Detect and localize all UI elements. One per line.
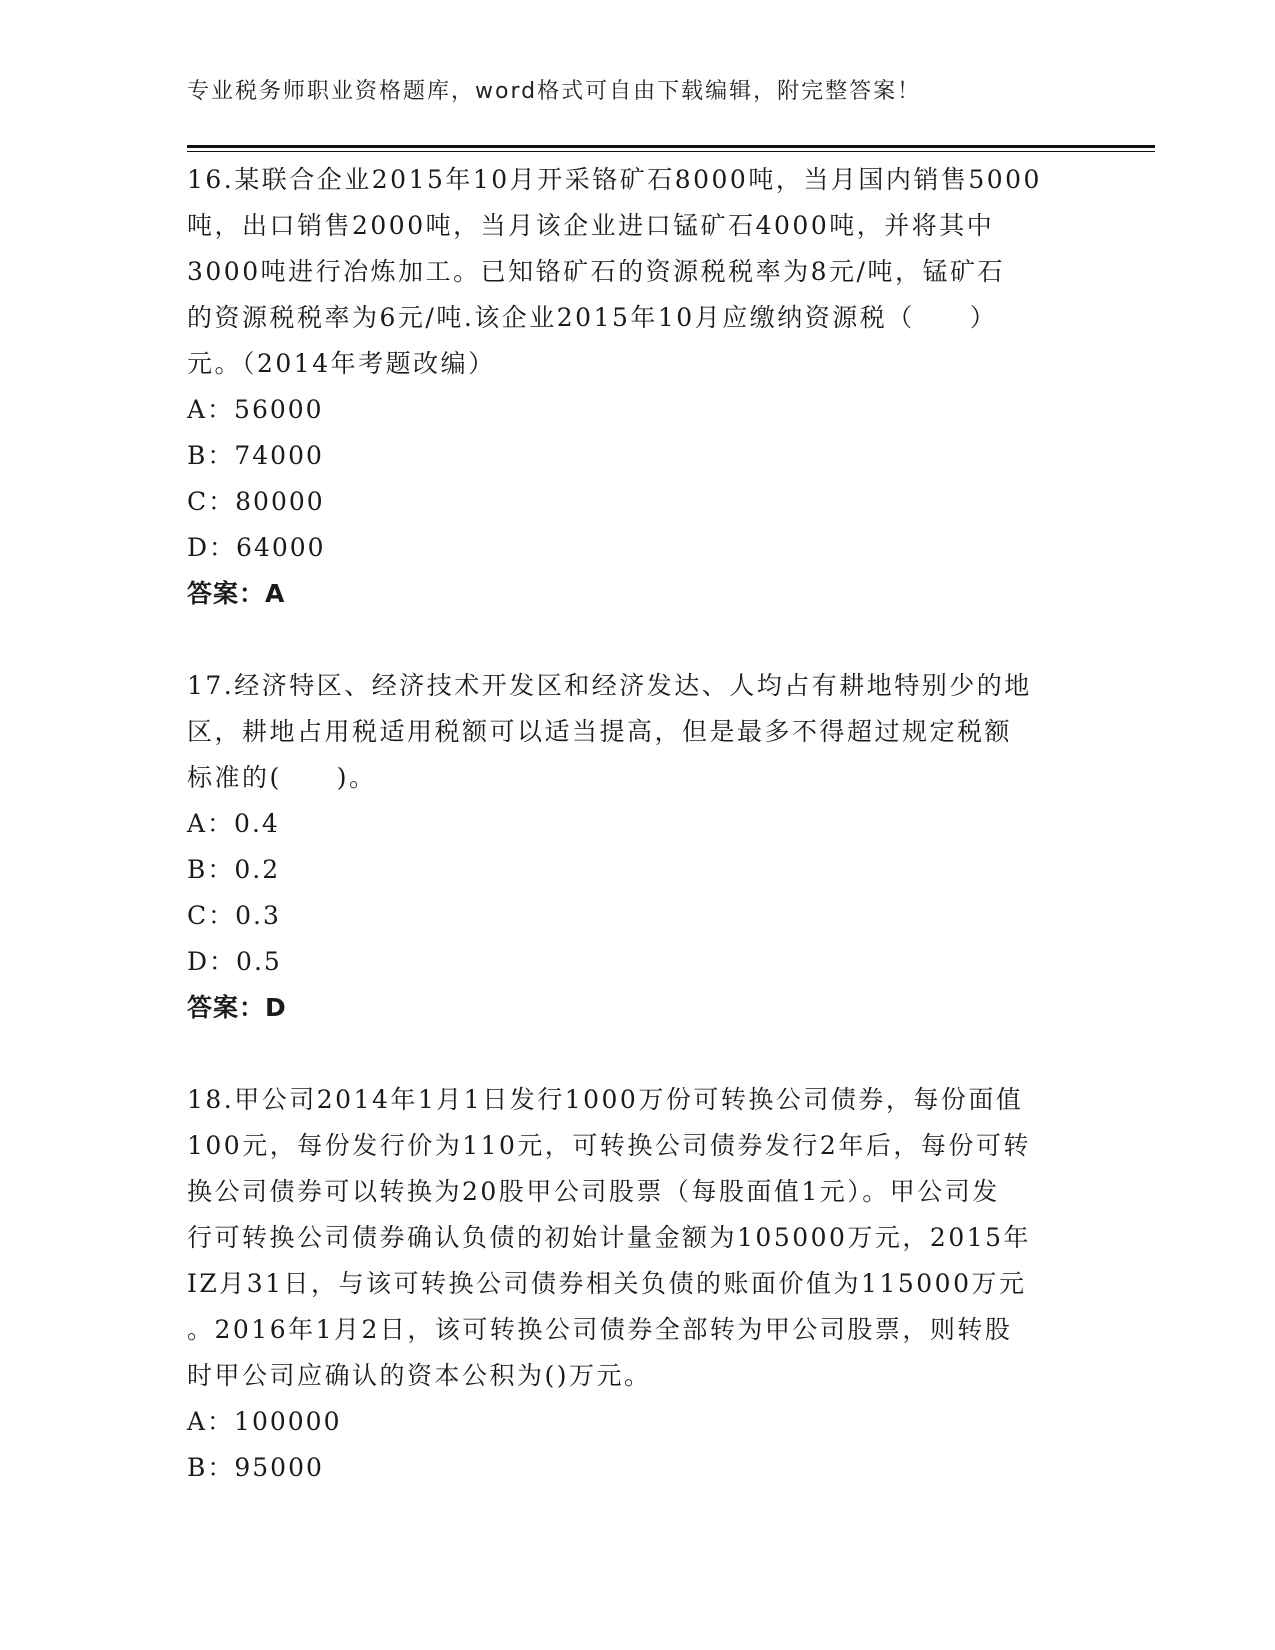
question-line: 3000吨进行冶炼加工。已知铬矿石的资源税税率为8元/吨，锰矿石 (187, 257, 1005, 286)
question-line: 换公司债券可以转换为20股甲公司股票（每股面值1元）。甲公司发 (187, 1177, 1000, 1206)
question-line: 100元，每份发行价为110元，可转换公司债券发行2年后，每份可转 (187, 1131, 1031, 1160)
question-line: 时甲公司应确认的资本公积为()万元。 (187, 1361, 652, 1390)
option-c: C：0.3 (187, 901, 281, 930)
question-line: 吨，出口销售2000吨，当月该企业进口锰矿石4000吨，并将其中 (187, 211, 995, 240)
question-line: 区，耕地占用税适用税额可以适当提高，但是最多不得超过规定税额 (187, 717, 1013, 746)
question-line: 行可转换公司债券确认负债的初始计量金额为105000万元，2015年 (187, 1223, 1032, 1252)
question-line: 17.经济特区、经济技术开发区和经济发达、人均占有耕地特别少的地 (187, 671, 1032, 700)
option-a: A：0.4 (187, 809, 280, 838)
question-16 (187, 157, 1087, 617)
header-rule-thin (187, 151, 1155, 152)
question-line: 标准的( )。 (187, 763, 377, 792)
option-a: A：56000 (187, 395, 324, 424)
option-d: D：64000 (187, 533, 326, 562)
option-d: D：0.5 (187, 947, 282, 976)
option-b: B：0.2 (187, 855, 281, 884)
question-line: 元。（2014年考题改编） (187, 349, 496, 378)
answer: 答案：A (187, 579, 286, 608)
header-rule-thick (187, 145, 1155, 148)
question-line: 16.某联合企业2015年10月开采铬矿石8000吨，当月国内销售5000 (187, 165, 1042, 194)
question-line: 。2016年1月2日，该可转换公司债券全部转为甲公司股票，则转股 (187, 1315, 1013, 1344)
question-line: 18.甲公司2014年1月1日发行1000万份可转换公司债券，每份面值 (187, 1085, 1024, 1114)
spacer (187, 1031, 1087, 1077)
question-list (187, 157, 1087, 1491)
question-line: 的资源税税率为6元/吨.该企业2015年10月应缴纳资源税（ ） (187, 303, 998, 332)
spacer (187, 617, 1087, 663)
option-a: A：100000 (187, 1407, 342, 1436)
question-line: IZ月31日，与该可转换公司债券相关负债的账面价值为115000万元 (187, 1269, 1027, 1298)
question-17 (187, 663, 1087, 1031)
question-18 (187, 1077, 1087, 1491)
page-header: 专业税务师职业资格题库，word格式可自由下载编辑，附完整答案！ (187, 79, 922, 104)
option-b: B：74000 (187, 441, 324, 470)
option-b: B：95000 (187, 1453, 324, 1482)
answer: 答案：D (187, 993, 287, 1022)
option-c: C：80000 (187, 487, 325, 516)
